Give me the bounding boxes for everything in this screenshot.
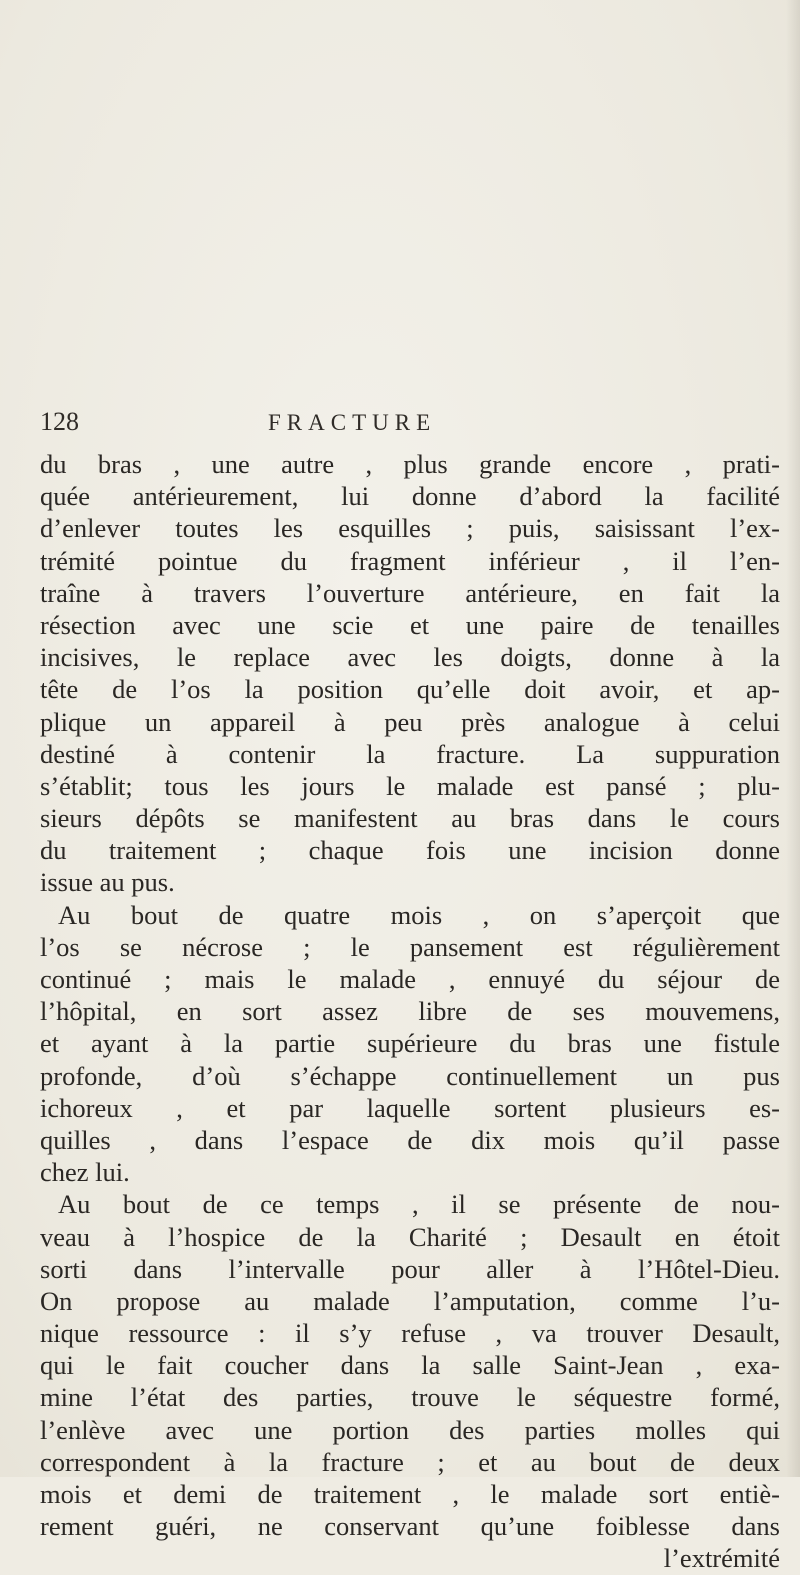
page-number: 128 xyxy=(40,407,79,436)
text-line: destiné à contenir la fracture. La suppuration xyxy=(40,738,780,769)
text-line: l’os se nécrose ; le pansement est régulièrement xyxy=(40,931,780,962)
text-line: s’établit; tous les jours le malade est pansé ; plu- xyxy=(40,770,780,801)
text-line: mine l’état des parties, trouve le séquestre formé, xyxy=(40,1382,780,1413)
text-line: sorti dans l’intervalle pour aller à l’Hôtel-Dieu. xyxy=(40,1253,780,1284)
page-edge-shadow xyxy=(786,0,800,1477)
running-title: FRACTURE xyxy=(268,410,437,435)
text-line: quilles , dans l’espace de dix mois qu’il passe xyxy=(40,1124,780,1155)
page-header xyxy=(40,407,780,441)
text-line: incisives, le replace avec les doigts, donne à la xyxy=(40,642,780,673)
text-line: quée antérieurement, lui donne d’abord la facilité xyxy=(40,481,780,512)
text-line: trémité pointue du fragment inférieur , il l’en- xyxy=(40,545,780,576)
text-line: mois et demi de traitement , le malade sort entiè- xyxy=(40,1479,780,1509)
text-line: ichoreux , et par laquelle sortent plusieurs es- xyxy=(40,1092,780,1123)
text-line: sieurs dépôts se manifestent au bras dans le cours xyxy=(40,803,780,834)
text-line: veau à l’hospice de la Charité ; Desault en étoit xyxy=(40,1221,780,1252)
text-line: Au bout de ce temps , il se présente de nou- xyxy=(58,1189,780,1220)
text-line: nique ressource : il s’y refuse , va trouver Desault, xyxy=(40,1318,780,1349)
text-line: qui le fait coucher dans la salle Saint-Jean , exa- xyxy=(40,1350,780,1381)
text-line: et ayant à la partie supérieure du bras une fistule xyxy=(40,1028,780,1059)
text-line: du bras , une autre , plus grande encore , prati- xyxy=(40,449,780,479)
text-line: On propose au malade l’amputation, comme l’u- xyxy=(40,1285,780,1316)
text-line: l’enlève avec une portion des parties molles qui xyxy=(40,1414,780,1445)
text-line: correspondent à la fracture ; et au bout de deux xyxy=(40,1446,780,1477)
text-line: tête de l’os la position qu’elle doit avoir, et ap- xyxy=(40,674,780,705)
body-text xyxy=(40,448,780,1575)
text-line: profonde, d’où s’échappe continuellement un pus xyxy=(40,1060,780,1091)
text-line: Au bout de quatre mois , on s’aperçoit que xyxy=(58,899,780,930)
text-line: l’hôpital, en sort assez libre de ses mouvemens, xyxy=(40,996,780,1027)
text-line: plique un appareil à peu près analogue à celui xyxy=(40,706,780,737)
text-line: d’enlever toutes les esquilles ; puis, saisissant l’ex- xyxy=(40,513,780,544)
text-line: résection avec une scie et une paire de tenailles xyxy=(40,609,780,640)
text-line: traîne à travers l’ouverture antérieure, en fait la xyxy=(40,577,780,608)
text-line: chez lui. xyxy=(40,1157,130,1188)
text-line: continué ; mais le malade , ennuyé du séjour de xyxy=(40,964,780,994)
catchword: l’extrémité xyxy=(663,1543,780,1574)
text-line: issue au pus. xyxy=(40,867,175,898)
text-line: rement guéri, ne conservant qu’une foiblesse dans xyxy=(40,1511,780,1542)
text-line: du traitement ; chaque fois une incision donne xyxy=(40,835,780,866)
